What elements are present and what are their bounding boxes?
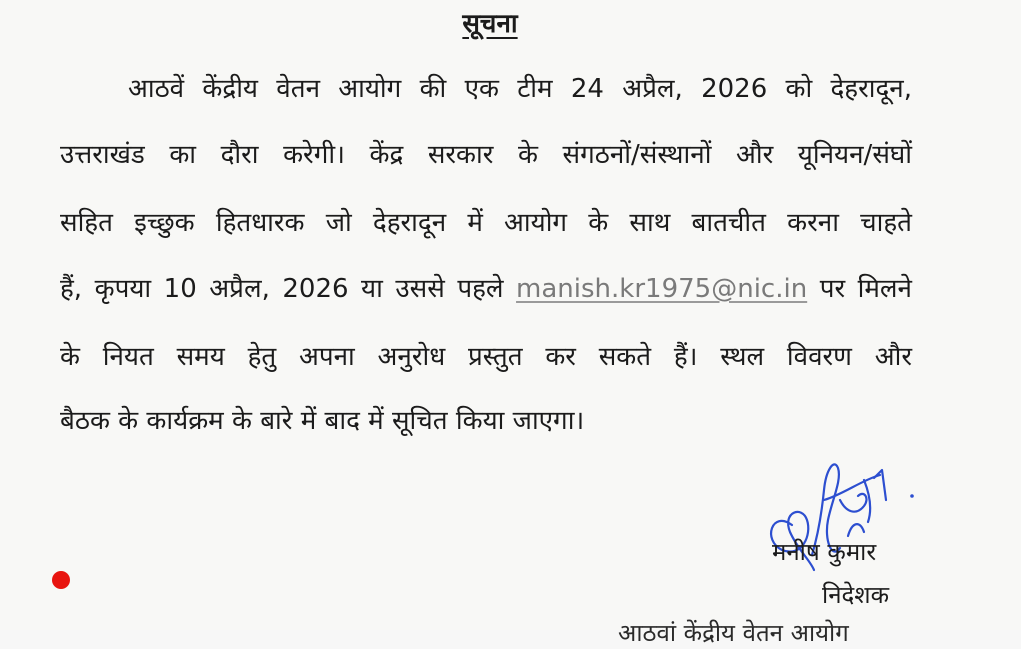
- signatory-designation: निदेशक: [822, 581, 890, 609]
- notice-line-4: [60, 272, 912, 306]
- notice-line-3: सहित इच्छुक हितधारक जो देहरादून में आयोग के साथ बातचीत करना चाहते: [60, 208, 912, 238]
- notice-line-5: के नियत समय हेतु अपना अनुरोध प्रस्तुत कर सकते हैं। स्थल विवरण और: [60, 342, 912, 372]
- notice-line-6: बैठक के कार्यक्रम के बारे में बाद में सूचित किया जाएगा।: [60, 406, 585, 436]
- signatory-organization-cut: आठवां केंद्रीय वेतन आयोग: [618, 619, 849, 647]
- red-dot-marker: [52, 571, 70, 589]
- notice-line-2: उत्तराखंड का दौरा करेगी। केंद्र सरकार के संगठनों/संस्थानों और यूनियन/संघों: [60, 140, 912, 170]
- notice-line-1: आठवें केंद्रीय वेतन आयोग की एक टीम 24 अप्रैल, 2026 को देहरादून,: [128, 74, 912, 104]
- notice-line-4-before: हैं, कृपया 10 अप्रैल, 2026 या उससे पहले: [60, 274, 517, 304]
- email-link[interactable]: manish.kr1975@nic.in: [516, 274, 808, 304]
- notice-line-4-after: पर मिलने: [807, 274, 912, 304]
- signatory-name: मनीष कुमार: [772, 538, 877, 566]
- notice-title: सूचना: [462, 9, 518, 39]
